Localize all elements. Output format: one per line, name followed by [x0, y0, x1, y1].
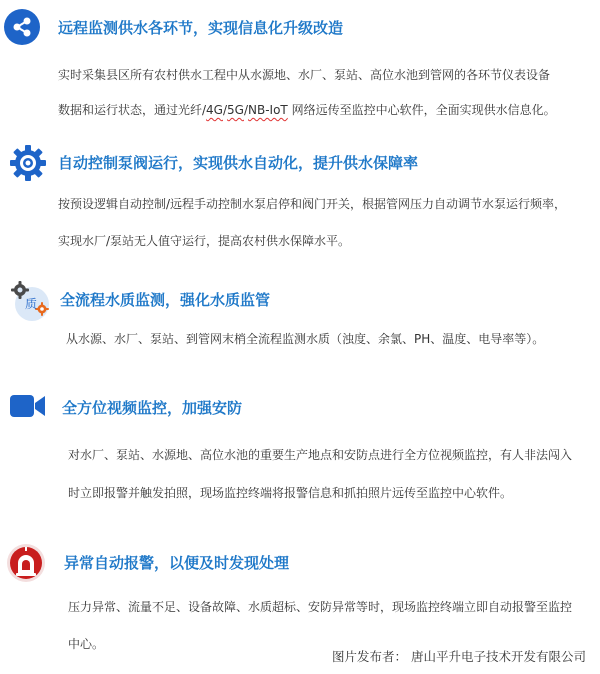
feature-body-segment: / [222, 103, 228, 117]
feature-body-line: 中心。 [68, 637, 105, 651]
feature-body-line: 实现水厂/泵站无人值守运行，提高农村供水保障水平。 [58, 234, 351, 248]
feature-body-line: 压力异常、流量不足、设备故障、水质超标、安防异常等时，现场监控终端立即自动报警至监控 [68, 600, 573, 614]
feature-body-segment: 网络远传至监控中心软件，全面实现供水信息化。 [287, 103, 556, 117]
feature-title: 自动控制泵阀运行，实现供水自动化，提升供水保障率 [58, 154, 419, 172]
share-icon [4, 9, 40, 49]
feature-body-line: 时立即报警并触发拍照，现场监控终端将报警信息和抓拍照片远传至监控中心软件。 [68, 486, 513, 500]
image-credit: 图片发布者： 唐山平升电子技术开发有限公司 [332, 649, 586, 664]
feature-body-line: 按预设逻辑自动控制/远程手动控制水泵启停和阀门开关，根据管网压力自动调节水泵运行频率， [58, 197, 567, 211]
spellcheck-marked-text: 4G [206, 103, 223, 117]
feature-title: 全方位视频监控，加强安防 [62, 399, 243, 417]
water-quality-icon-label: 质 [25, 297, 38, 311]
water-quality-icon [6, 279, 52, 327]
feature-body-line: 实时采集县区所有农村供水工程中从水源地、水厂、泵站、高位水池到管网的各环节仪表设备 [58, 68, 551, 82]
feature-body-segment: / [243, 103, 249, 117]
spellcheck-marked-text: 5G [227, 103, 244, 117]
feature-body-segment: 数据和运行状态，通过光纤/ [58, 103, 207, 117]
feature-title: 异常自动报警，以便及时发现处理 [64, 554, 290, 572]
alarm-light-icon [6, 543, 46, 587]
gear-icon [8, 143, 48, 187]
feature-title: 全流程水质监测，强化水质监管 [60, 291, 271, 309]
video-camera-icon [10, 393, 46, 423]
feature-body-line: 从水源、水厂、泵站、到管网末梢全流程监测水质（浊度、余氯、PH、温度、电导率等）。 [66, 332, 545, 346]
feature-body-line: 对水厂、泵站、水源地、高位水池的重要生产地点和安防点进行全方位视频监控，有人非法闯入 [68, 448, 573, 462]
feature-title: 远程监测供水各环节，实现信息化升级改造 [58, 19, 344, 37]
feature-body-line [58, 102, 556, 118]
spellcheck-marked-text: NB-IoT [248, 103, 288, 117]
